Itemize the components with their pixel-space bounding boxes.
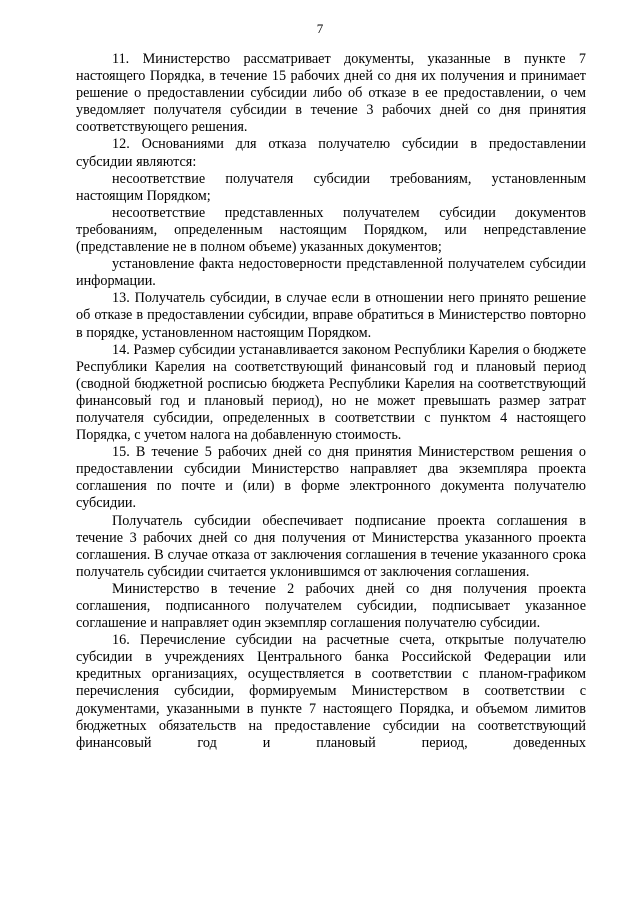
paragraph-14-subsidy-amount: 14. Размер субсидии устанавливается законом Республики Карелия о бюджете Республики Карелия на соответствующий финансовый год и плановый период (сводной бюджетной росписью бюджета Республики Карелия на соответствующий финансовый год и плановый период), но не может превышать размер затрат получателя субсидии, определенных в соответствии с пунктом 4 настоящего Порядка, с учетом налога на добавленную стоимость. [76, 341, 586, 444]
paragraph-12-refusal-grounds: 12. Основаниями для отказа получателю субсидии в предоставлении субсидии являются: [76, 136, 586, 170]
paragraph-15-agreement-draft: 15. В течение 5 рабочих дней со дня принятия Министерством решения о предоставлении субсидии Министерство направляет два экземпляра проекта соглашения по почте и (или) в форме электронного документа получателю субсидии. [76, 444, 586, 512]
document-body [76, 51, 586, 752]
refusal-ground-false-info: установление факта недостоверности представленной получателем субсидии информации. [76, 256, 586, 290]
paragraph-ministry-signing: Министерство в течение 2 рабочих дней со дня получения проекта соглашения, подписанного получателем субсидии, подписывает указанное соглашение и направляет один экземпляр соглашения получателю субсидии. [76, 580, 586, 632]
refusal-ground-noncompliance: несоответствие получателя субсидии требованиям, установленным настоящим Порядком; [76, 170, 586, 204]
paragraph-11-review: 11. Министерство рассматривает документы, указанные в пункте 7 настоящего Порядка, в течение 15 рабочих дней со дня их получения и принимает решение о предоставлении субсидии либо об отказе в ее предоставлении, о чем уведомляет получателя субсидии в течение 3 рабочих дней со дня принятия соответствующего решения. [76, 51, 586, 136]
page-number: 7 [316, 21, 324, 36]
refusal-ground-documents: несоответствие представленных получателем субсидии документов требованиям, определенным настоящим Порядком, или непредставление (представление не в полном объеме) указанных документов; [76, 204, 586, 256]
paragraph-16-transfer: 16. Перечисление субсидии на расчетные счета, открытые получателю субсидии в учреждениях Центрального банка Российской Федерации или кредитных организациях, осуществляется в соответствии с планом-графиком перечисления субсидии, формируемым Министерством в соответствии с документами, указанными в пункте 7 настоящего Порядка, и объемом лимитов бюджетных обязательств на предоставление субсидии на соответствующий финансовый год и плановый период, доведенных [76, 632, 586, 751]
paragraph-13-reapply: 13. Получатель субсидии, в случае если в отношении него принято решение об отказе в предоставлении субсидии, вправе обратиться в Министерство повторно в порядке, установленном настоящим Порядком. [76, 290, 586, 341]
paragraph-agreement-signing: Получатель субсидии обеспечивает подписание проекта соглашения в течение 3 рабочих дней со дня получения от Министерства указанного проекта соглашения. В случае отказа от заключения соглашения в течение указанного срока получатель субсидии считается уклонившимся от заключения соглашения. [76, 512, 586, 580]
